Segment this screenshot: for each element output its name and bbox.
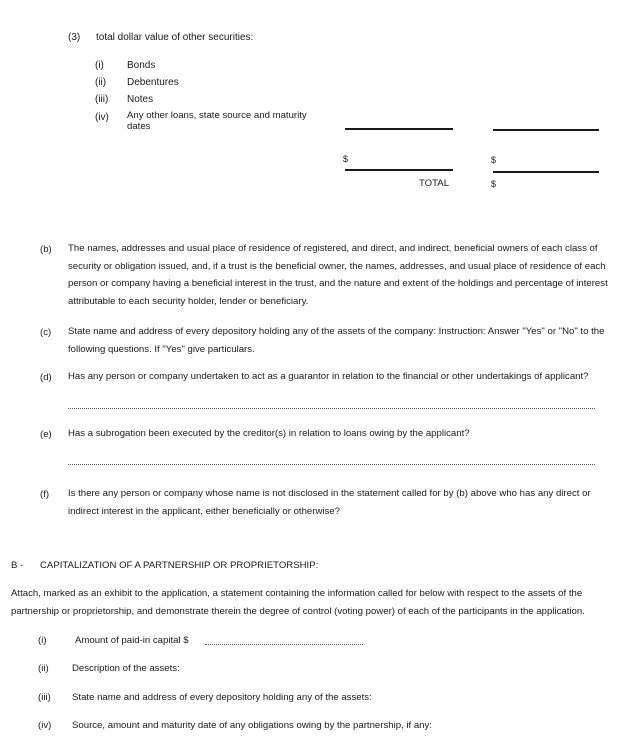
paid-in-capital-field[interactable]	[205, 644, 363, 645]
question-f-number: (f)	[40, 489, 50, 500]
amount-line-2[interactable]	[493, 129, 599, 131]
subtotal-line-1[interactable]	[345, 169, 453, 171]
subitem-number: (i)	[95, 60, 104, 71]
item-3-label: total dollar value of other securities:	[96, 32, 254, 43]
total-label: TOTAL	[419, 178, 450, 189]
subitem-number: (iii)	[95, 94, 109, 105]
section-b-item-number: (i)	[38, 635, 47, 646]
question-e-text: Has a subrogation been executed by the creditor(s) in relation to loans owing by the applicant?	[68, 428, 470, 439]
question-c-number: (c)	[40, 327, 52, 338]
amount-line-1[interactable]	[345, 128, 453, 130]
depository-label: State name and address of every depository holding any of the assets:	[72, 692, 372, 703]
question-e-number: (e)	[40, 429, 52, 440]
question-b-number: (b)	[40, 244, 52, 255]
total-dollar-sign: $	[491, 179, 497, 189]
dollar-sign: $	[343, 154, 349, 164]
question-d-number: (d)	[40, 372, 52, 383]
subitem-number: (iv)	[95, 112, 109, 123]
paid-in-capital-label: Amount of paid-in capital $	[75, 635, 189, 646]
subitem-notes: Notes	[127, 94, 154, 105]
answer-line-d[interactable]	[68, 408, 595, 409]
subitem-debentures: Debentures	[127, 77, 179, 88]
question-b-text: The names, addresses and usual place of residence of registered, and direct, and indirect, beneficial owners of each class of security or obligation issued, and, if a trust is the beneficial owner, the names, addresses, and usual place of residence of each person or company having a beneficial interest in the trust, and the nature and extent of the holdings and percentage of interest attributable to each security holder, lender or beneficiary.	[68, 243, 608, 307]
description-of-assets-label: Description of the assets:	[72, 663, 180, 674]
question-c-text: State name and address of every depository holding any of the assets of the company: Instruction: Answer "Yes" or "No" to the following questions. If "Yes" give particulars.	[68, 326, 605, 355]
answer-line-e[interactable]	[68, 464, 595, 465]
section-b-item-number: (iv)	[38, 720, 52, 731]
section-b-intro: Attach, marked as an exhibit to the application, a statement containing the information called for below with respect to the assets of the partnership or proprietorship, and demonstrate therein the degree of control (voting power) of each of the participants in the application.	[11, 588, 585, 617]
subtotal-line-2[interactable]	[493, 171, 599, 173]
section-b-item-number: (iii)	[38, 692, 51, 703]
section-b-title: CAPITALIZATION OF A PARTNERSHIP OR PROPRIETORSHIP:	[40, 560, 319, 571]
question-d-text: Has any person or company undertaken to act as a guarantor in relation to the financial or other undertakings of applicant?	[68, 371, 589, 382]
item-3-number: (3)	[68, 32, 81, 43]
question-f-text: Is there any person or company whose name is not disclosed in the statement called for by (b) above who has any direct or indirect interest in the applicant, either beneficially or otherwise?	[68, 488, 591, 517]
dollar-sign: $	[491, 155, 497, 165]
subitem-number: (ii)	[95, 77, 107, 88]
section-b-item-number: (ii)	[38, 663, 49, 674]
subitem-other-loans: Any other loans, state source and maturity dates	[127, 110, 307, 132]
section-b-number: B -	[11, 560, 24, 571]
subitem-bonds: Bonds	[127, 60, 156, 71]
obligations-label: Source, amount and maturity date of any obligations owing by the partnership, if any:	[72, 720, 432, 731]
